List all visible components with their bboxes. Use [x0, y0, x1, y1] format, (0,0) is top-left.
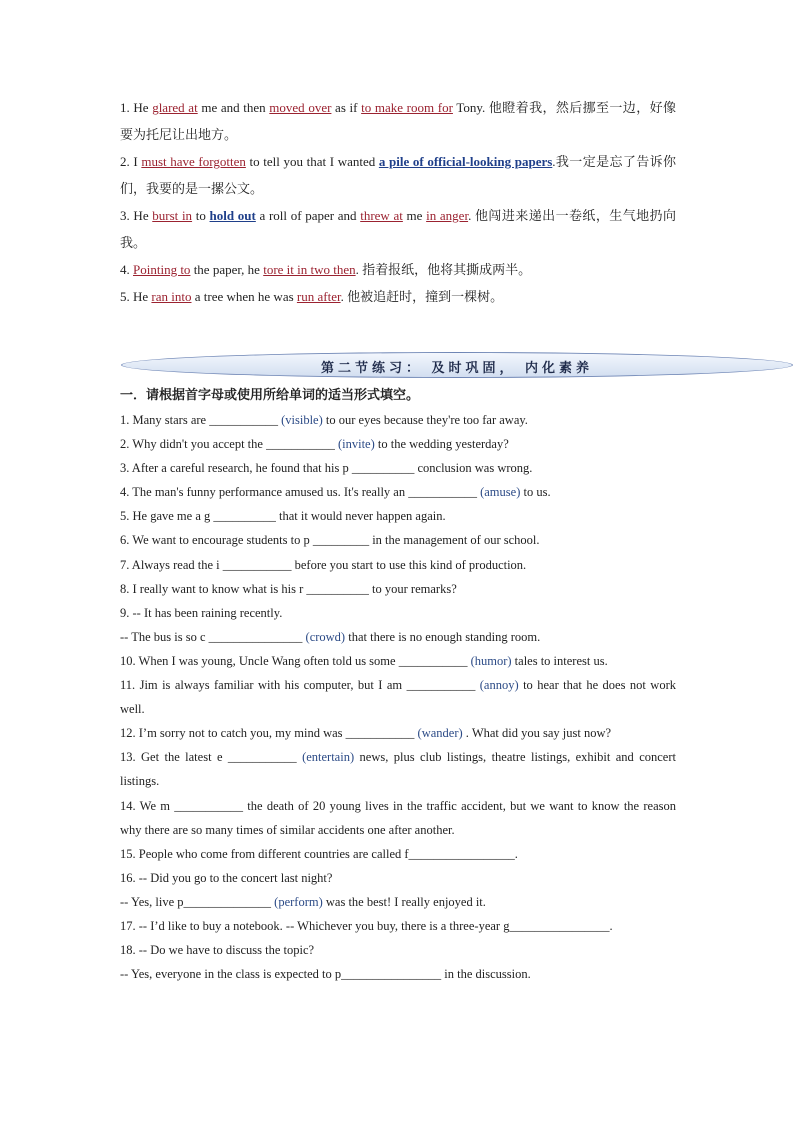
exercise-text: 13. Get the latest e ___________: [120, 750, 303, 765]
exercise-text: 16. -- Did you go to the concert last night?: [120, 870, 333, 885]
exercise-item: [120, 649, 676, 673]
key-phrase: threw at: [360, 208, 403, 223]
exercise-text: 6. We want to encourage students to p _________ in the management of our school.: [120, 533, 540, 548]
sentence-text: the paper, he: [190, 262, 264, 277]
exercise-text: was the best! I really enjoyed it.: [322, 894, 486, 909]
exercise-text: to hear that he does not work well.: [120, 678, 676, 717]
exercise-text: . What did you say just now?: [462, 726, 612, 741]
exercise-text: 5. He gave me a g __________ that it would never happen again.: [120, 509, 446, 524]
word-hint: (perform): [274, 894, 323, 909]
key-phrase: run after: [296, 289, 341, 304]
word-hint: (crowd): [305, 629, 346, 644]
exercise-text: 4. The man's funny performance amused us. It's really an ___________: [120, 485, 481, 500]
exercise-item: [120, 528, 676, 552]
exercise-text: 18. -- Do we have to discuss the topic?: [120, 943, 315, 958]
exercise-item: [120, 721, 676, 745]
exercise-item: [120, 504, 676, 528]
exercise-heading: 一．请根据首字母或使用所给单词的适当形式填空。: [120, 388, 420, 403]
sentence-text: 4.: [120, 262, 133, 277]
exercise-item: [120, 842, 676, 866]
exercise-item: [120, 914, 676, 938]
exercise-text: 9. -- It has been raining recently.: [120, 605, 283, 620]
key-phrase: burst in: [152, 208, 193, 223]
exercise-text: to our eyes because they're too far away.: [322, 413, 528, 427]
phrase-examples: [120, 94, 676, 310]
exercise-item: [120, 938, 676, 962]
exercise-item: [120, 890, 676, 914]
exercise-item: [120, 553, 676, 577]
sentence-text: 2. I: [120, 154, 142, 169]
sentence-text: me: [402, 208, 427, 223]
sentence-text: Tony. 他瞪着我，然后挪至一边，好像要为托尼让出地方。: [120, 100, 676, 142]
key-phrase: tore it in two then: [263, 262, 356, 277]
key-phrase: ran into: [151, 289, 192, 304]
section-banner: [121, 352, 793, 378]
exercise-list: [120, 408, 676, 986]
exercise-item: [120, 408, 676, 432]
exercise-text: 7. Always read the i ___________ before you start to use this kind of production.: [120, 557, 527, 572]
exercise-item: [120, 745, 676, 793]
exercise-text: 12. I’m sorry not to catch you, my mind was ___________: [120, 726, 418, 741]
word-hint: (invite): [337, 437, 375, 452]
example-sentence-2: [120, 148, 676, 202]
exercise-text: -- Yes, everyone in the class is expected to p________________ in the discussion.: [120, 967, 531, 982]
exercise-text: that there is no enough standing room.: [345, 629, 541, 644]
exercise-section: [120, 384, 676, 986]
example-sentence-5: [120, 283, 676, 310]
exercise-text: to us.: [520, 485, 551, 500]
sentence-text: as if: [331, 100, 362, 115]
example-sentence-1: [120, 94, 676, 148]
exercise-text: 17. -- I’d like to buy a notebook. -- Whichever you buy, there is a three-year g________________.: [120, 918, 613, 933]
sentence-text: a tree when he was: [191, 289, 297, 304]
sentence-text: 3. He: [120, 208, 153, 223]
exercise-text: 1. Many stars are ___________: [120, 413, 282, 427]
exercise-text: to the wedding yesterday?: [374, 437, 509, 452]
key-phrase: in anger: [426, 208, 469, 223]
sentence-text: 5. He: [120, 289, 152, 304]
sentence-text: a roll of paper and: [255, 208, 361, 223]
word-hint: (annoy): [479, 678, 519, 693]
sentence-text: .我一定是忘了告诉你们，我要的是一摞公文。: [120, 154, 676, 196]
exercise-text: 3. After a careful research, he found that his p __________ conclusion was wrong.: [120, 461, 533, 476]
example-sentence-4: [120, 256, 676, 283]
exercise-text: -- Yes, live p______________: [120, 894, 275, 909]
key-phrase: moved over: [269, 100, 332, 115]
sentence-text: . 指着报纸，他将其撕成两半。: [355, 262, 532, 277]
exercise-text: 8. I really want to know what is his r __________ to your remarks?: [120, 581, 457, 596]
exercise-text: 14. We m ___________ the death of 20 young lives in the traffic accident, but we want to know the reason why there are so many times of similar accidents one after another.: [120, 798, 676, 837]
exercise-item: [120, 432, 676, 456]
sentence-text: . 他被追赶时，撞到一棵树。: [340, 289, 504, 304]
exercise-item: [120, 625, 676, 649]
banner-title: 第二节练习： 及时巩固， 内化素养: [320, 361, 594, 376]
exercise-text: tales to interest us.: [511, 653, 608, 668]
exercise-item: [120, 673, 676, 721]
exercise-text: 10. When I was young, Uncle Wang often told us some ___________: [120, 653, 471, 668]
key-phrase: glared at: [152, 100, 198, 115]
key-phrase-bold: hold out: [209, 208, 256, 223]
exercise-item: [120, 794, 676, 842]
exercise-item: [120, 866, 676, 890]
exercise-text: news, plus club listings, theatre listings, exhibit and concert listings.: [120, 750, 676, 789]
sentence-text: to: [192, 208, 210, 223]
exercise-item: [120, 480, 676, 504]
exercise-text: 11. Jim is always familiar with his computer, but I am ___________: [120, 678, 480, 693]
exercise-item: [120, 962, 676, 986]
sentence-text: 1. He: [120, 100, 153, 115]
word-hint: (amuse): [480, 485, 521, 500]
word-hint: (wander): [417, 726, 463, 741]
word-hint: (humor): [470, 653, 512, 668]
key-phrase-bold: a pile of official-looking papers: [378, 154, 553, 169]
sentence-text: me and then: [197, 100, 270, 115]
word-hint: (entertain): [302, 750, 355, 765]
word-hint: (visible): [281, 413, 323, 427]
example-sentence-3: [120, 202, 676, 256]
sentence-text: . 他闯进来递出一卷纸，生气地扔向我。: [120, 208, 676, 250]
exercise-text: -- The bus is so c _______________: [120, 629, 306, 644]
key-phrase: Pointing to: [133, 262, 191, 277]
exercise-item: [120, 601, 676, 625]
key-phrase: must have forgotten: [141, 154, 246, 169]
exercise-item: [120, 577, 676, 601]
key-phrase: to make room for: [361, 100, 453, 115]
sentence-text: to tell you that I wanted: [245, 154, 379, 169]
exercise-text: 2. Why didn't you accept the ___________: [120, 437, 338, 452]
exercise-text: 15. People who come from different countries are called f_________________.: [120, 846, 518, 861]
exercise-item: [120, 456, 676, 480]
